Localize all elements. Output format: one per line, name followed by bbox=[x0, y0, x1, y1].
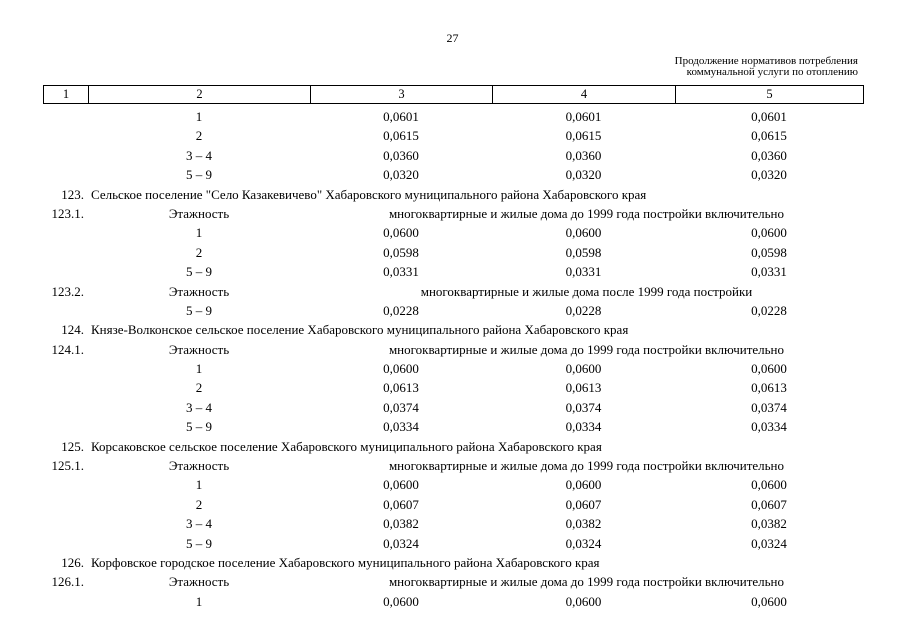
building-category-note: многоквартирные и жилые дома до 1999 года постройки включительно bbox=[388, 341, 785, 357]
table-row bbox=[0, 146, 905, 165]
norm-value-col5: 0,0324 bbox=[751, 535, 787, 551]
norm-value-col5: 0,0613 bbox=[751, 380, 787, 396]
floor-count: 3 – 4 bbox=[186, 516, 212, 532]
section-number: 123. bbox=[61, 186, 84, 202]
continuation-title-line-1: Продолжение нормативов потребления bbox=[674, 55, 858, 67]
section-number: 125. bbox=[61, 438, 84, 454]
building-category-note: многоквартирные и жилые дома до 1999 года постройки включительно bbox=[388, 205, 785, 221]
section-number: 126. bbox=[61, 554, 84, 570]
norm-value-col4: 0,0615 bbox=[565, 128, 602, 144]
norm-value-col4: 0,0607 bbox=[565, 496, 602, 512]
norm-value-col5: 0,0360 bbox=[751, 147, 787, 163]
subsection-row bbox=[0, 204, 905, 223]
norm-value-col3: 0,0600 bbox=[383, 225, 419, 241]
continuation-title bbox=[675, 56, 858, 78]
norm-value-col3: 0,0360 bbox=[383, 147, 419, 163]
norm-value-col3: 0,0374 bbox=[383, 399, 419, 415]
subsection-row bbox=[0, 282, 905, 301]
floor-count: 2 bbox=[195, 128, 203, 144]
norm-value-col5: 0,0320 bbox=[751, 167, 787, 183]
norm-value-col4: 0,0324 bbox=[565, 535, 602, 551]
norm-value-col4: 0,0613 bbox=[565, 380, 602, 396]
norm-value-col5: 0,0600 bbox=[751, 361, 787, 377]
floors-label: Этажность bbox=[168, 574, 230, 590]
header-cell-2: 2 bbox=[89, 86, 311, 104]
section-title: Сельское поселение "Село Казакевичево" Хабаровского муниципального района Хабаровского края bbox=[91, 186, 647, 202]
section-heading-row bbox=[0, 437, 905, 456]
norm-value-col5: 0,0598 bbox=[751, 244, 787, 260]
header-cell-4: 4 bbox=[493, 86, 676, 104]
table-row bbox=[0, 165, 905, 184]
section-heading-row bbox=[0, 185, 905, 204]
table-row bbox=[0, 495, 905, 514]
norm-value-col4: 0,0598 bbox=[565, 244, 602, 260]
table-row bbox=[0, 262, 905, 281]
norm-value-col5: 0,0600 bbox=[751, 225, 787, 241]
page-number: 27 bbox=[446, 31, 459, 45]
norm-value-col4: 0,0228 bbox=[565, 302, 602, 318]
norm-value-col5: 0,0334 bbox=[751, 419, 787, 435]
subsection-number: 123.2. bbox=[51, 283, 84, 299]
norm-value-col3: 0,0607 bbox=[383, 496, 419, 512]
norm-value-col3: 0,0324 bbox=[383, 535, 419, 551]
subsection-number: 125.1. bbox=[51, 458, 84, 474]
floor-count: 3 – 4 bbox=[186, 147, 212, 163]
norm-value-col4: 0,0600 bbox=[565, 593, 602, 609]
norm-value-col4: 0,0331 bbox=[565, 264, 602, 280]
norm-value-col5: 0,0374 bbox=[751, 399, 787, 415]
building-category-note: многоквартирные и жилые дома до 1999 года постройки включительно bbox=[388, 574, 785, 590]
floors-label: Этажность bbox=[168, 341, 230, 357]
norm-value-col5: 0,0601 bbox=[751, 109, 787, 124]
norm-value-col3: 0,0615 bbox=[383, 128, 419, 144]
norm-value-col3: 0,0600 bbox=[383, 477, 419, 493]
table-row bbox=[0, 534, 905, 553]
floor-count: 1 bbox=[195, 361, 203, 377]
subsection-row bbox=[0, 340, 905, 359]
norm-value-col3: 0,0598 bbox=[383, 244, 419, 260]
building-category-note: многоквартирные и жилые дома после 1999 года постройки bbox=[420, 283, 753, 299]
floors-label: Этажность bbox=[168, 283, 230, 299]
floors-label: Этажность bbox=[168, 205, 230, 221]
floor-count: 5 – 9 bbox=[186, 167, 212, 183]
table-body bbox=[0, 107, 905, 611]
section-title: Корсаковское сельское поселение Хабаровского муниципального района Хабаровского края bbox=[91, 438, 602, 454]
floor-count: 2 bbox=[195, 244, 203, 260]
floor-count: 5 – 9 bbox=[186, 264, 212, 280]
table-row bbox=[0, 378, 905, 397]
norm-value-col3: 0,0331 bbox=[383, 264, 419, 280]
floor-count: 2 bbox=[195, 496, 203, 512]
subsection-row bbox=[0, 572, 905, 591]
norm-value-col3: 0,0600 bbox=[383, 593, 419, 609]
floors-label: Этажность bbox=[168, 458, 230, 474]
floor-count: 1 bbox=[195, 593, 203, 609]
floor-count: 1 bbox=[195, 109, 203, 124]
norm-value-col4: 0,0382 bbox=[565, 516, 602, 532]
table-row bbox=[0, 243, 905, 262]
norm-value-col5: 0,0228 bbox=[751, 302, 787, 318]
table-row bbox=[0, 417, 905, 436]
norm-value-col3: 0,0334 bbox=[383, 419, 419, 435]
norm-value-col4: 0,0360 bbox=[565, 147, 602, 163]
subsection-number: 126.1. bbox=[51, 574, 84, 590]
norm-value-col3: 0,0382 bbox=[383, 516, 419, 532]
subsection-row bbox=[0, 456, 905, 475]
norm-value-col4: 0,0320 bbox=[565, 167, 602, 183]
norm-value-col4: 0,0600 bbox=[565, 225, 602, 241]
floor-count: 1 bbox=[195, 477, 203, 493]
floor-count: 1 bbox=[195, 225, 203, 241]
floor-count: 5 – 9 bbox=[186, 535, 212, 551]
table-row bbox=[0, 223, 905, 242]
header-cell-1: 1 bbox=[44, 86, 89, 104]
header-cell-5: 5 bbox=[676, 86, 864, 104]
norm-value-col3: 0,0613 bbox=[383, 380, 419, 396]
subsection-number: 123.1. bbox=[51, 205, 84, 221]
table-row bbox=[0, 126, 905, 145]
norm-value-col4: 0,0601 bbox=[565, 109, 602, 124]
floor-count: 5 – 9 bbox=[186, 302, 212, 318]
section-title: Князе-Волконское сельское поселение Хабаровского муниципального района Хабаровского края bbox=[91, 322, 629, 338]
table-row bbox=[0, 592, 905, 611]
section-title: Корфовское городское поселение Хабаровского муниципального района Хабаровского края bbox=[91, 554, 600, 570]
floor-count: 2 bbox=[195, 380, 203, 396]
norm-value-col3: 0,0320 bbox=[383, 167, 419, 183]
table-row bbox=[0, 359, 905, 378]
column-number-header bbox=[43, 85, 864, 104]
header-cell-3: 3 bbox=[311, 86, 493, 104]
table-row bbox=[0, 301, 905, 320]
norm-value-col4: 0,0334 bbox=[565, 419, 602, 435]
norm-value-col5: 0,0615 bbox=[751, 128, 787, 144]
norm-value-col4: 0,0600 bbox=[565, 361, 602, 377]
norm-value-col5: 0,0607 bbox=[751, 496, 787, 512]
norm-value-col3: 0,0600 bbox=[383, 361, 419, 377]
section-heading-row bbox=[0, 553, 905, 572]
norm-value-col5: 0,0600 bbox=[751, 593, 787, 609]
norm-value-col3: 0,0601 bbox=[383, 109, 419, 124]
section-number: 124. bbox=[61, 322, 84, 338]
floor-count: 5 – 9 bbox=[186, 419, 212, 435]
norm-value-col5: 0,0382 bbox=[751, 516, 787, 532]
subsection-number: 124.1. bbox=[51, 341, 84, 357]
table-row bbox=[0, 398, 905, 417]
building-category-note: многоквартирные и жилые дома до 1999 года постройки включительно bbox=[388, 458, 785, 474]
floor-count: 3 – 4 bbox=[186, 399, 212, 415]
table-row bbox=[0, 514, 905, 533]
norm-value-col5: 0,0600 bbox=[751, 477, 787, 493]
table-row bbox=[0, 107, 905, 126]
norm-value-col3: 0,0228 bbox=[383, 302, 419, 318]
continuation-title-line-2: коммунальной услуги по отоплению bbox=[686, 66, 858, 78]
section-heading-row bbox=[0, 320, 905, 339]
norm-value-col4: 0,0374 bbox=[565, 399, 602, 415]
table-row bbox=[0, 475, 905, 494]
norm-value-col5: 0,0331 bbox=[751, 264, 787, 280]
norm-value-col4: 0,0600 bbox=[565, 477, 602, 493]
